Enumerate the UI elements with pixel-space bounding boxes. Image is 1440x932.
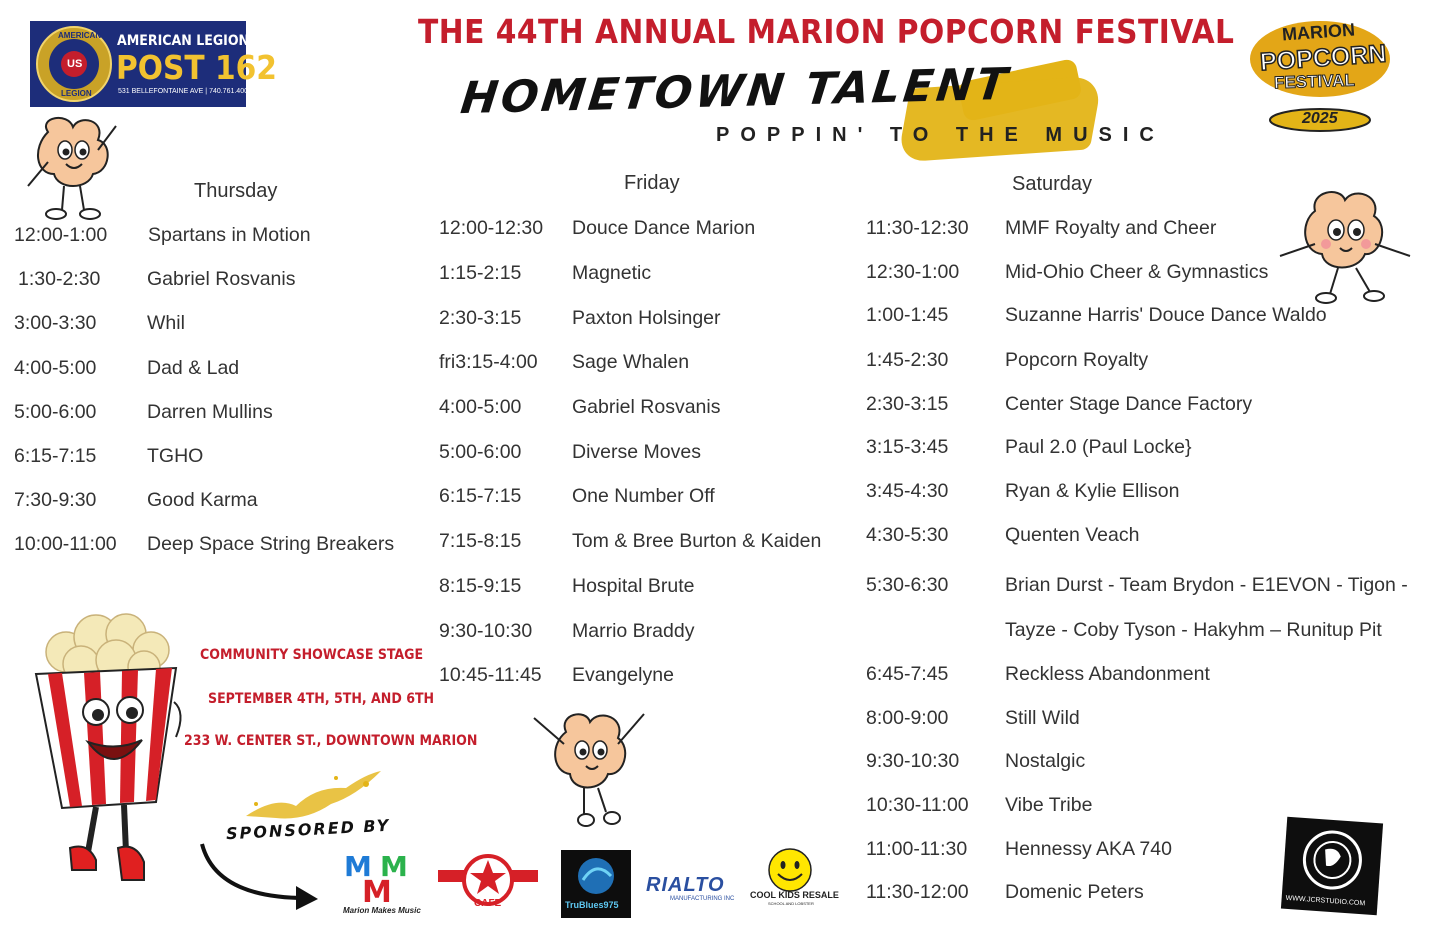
community-address: 233 W. CENTER ST., DOWNTOWN MARION <box>184 733 478 749</box>
performer: Douce Dance Marion <box>572 217 756 239</box>
performer: Domenic Peters <box>1005 881 1144 903</box>
performer: Tom & Bree Burton & Kaiden <box>572 530 822 552</box>
festival-title: THE 44TH ANNUAL MARION POPCORN FESTIVAL <box>418 12 1235 51</box>
time-slot: fri3:15-4:00 <box>439 351 538 373</box>
time-slot: 1:30-2:30 <box>18 268 101 290</box>
time-slot: 12:00-12:30 <box>439 217 544 239</box>
performer: Nostalgic <box>1005 750 1086 772</box>
performer: MMF Royalty and Cheer <box>1005 217 1217 239</box>
performer: Ryan & Kylie Ellison <box>1005 480 1180 502</box>
cool-kids-sub: SCHOOL AND LOBSTER <box>768 901 814 906</box>
time-slot: 6:15-7:15 <box>439 485 522 507</box>
day-heading-thursday: Thursday <box>194 180 278 202</box>
performer: Spartans in Motion <box>148 224 311 246</box>
sponsor-cafe <box>436 848 540 914</box>
performer: Gabriel Rosvanis <box>147 268 296 290</box>
performer: Hennessy AKA 740 <box>1005 838 1172 860</box>
time-slot: 10:00-11:00 <box>14 533 117 555</box>
sponsor-cool-kids <box>750 848 839 908</box>
legion-emblem-top-text: AMERICAN <box>58 31 102 40</box>
jcr-studio-logo <box>1281 817 1383 915</box>
jcr-url: WWW.JCRSTUDIO.COM <box>1285 894 1366 908</box>
time-slot: 12:30-1:00 <box>866 261 960 283</box>
mmm-caption: Marion Makes Music <box>343 906 421 915</box>
time-slot: 3:00-3:30 <box>14 312 97 334</box>
time-slot: 4:30-5:30 <box>866 524 949 546</box>
popcorn-mascot-jumping <box>526 702 652 830</box>
time-slot: 9:30-10:30 <box>866 750 960 772</box>
performer: Good Karma <box>147 489 258 511</box>
mmm-logo-icon <box>340 846 420 904</box>
time-slot: 12:00-1:00 <box>14 224 108 246</box>
performer: Quenten Veach <box>1005 524 1140 546</box>
performer: Diverse Moves <box>572 441 701 463</box>
svg-text:M: M <box>344 850 372 883</box>
day-heading-saturday: Saturday <box>1012 173 1093 195</box>
performer: Still Wild <box>1005 707 1080 729</box>
festival-logo-line3: FESTIVAL <box>1273 70 1356 93</box>
american-legion-logo <box>30 21 277 107</box>
day-heading-friday: Friday <box>624 172 680 194</box>
performer: Paul 2.0 (Paul Locke} <box>1005 436 1192 458</box>
time-slot: 2:30-3:15 <box>866 393 949 415</box>
svg-text:M: M <box>380 850 408 883</box>
legion-emblem-center: US <box>67 58 83 70</box>
time-slot: 6:45-7:45 <box>866 663 949 685</box>
tagline: POPPIN' TO THE MUSIC <box>716 124 1165 146</box>
performer: Center Stage Dance Factory <box>1005 393 1253 415</box>
performer: Mid-Ohio Cheer & Gymnastics <box>1005 261 1269 283</box>
popcorn-mascot-pointing <box>18 112 128 224</box>
performer: Paxton Holsinger <box>572 307 721 329</box>
performer: Magnetic <box>572 262 652 284</box>
performer: Hospital Brute <box>572 575 695 597</box>
performer: Dad & Lad <box>147 357 240 379</box>
performer: Evangelyne <box>572 664 674 686</box>
time-slot: 4:00-5:00 <box>439 396 522 418</box>
performer: Gabriel Rosvanis <box>572 396 721 418</box>
performer: Deep Space String Breakers <box>147 533 395 555</box>
jcr-emblem-icon <box>1282 817 1383 904</box>
time-slot: 7:15-8:15 <box>439 530 522 552</box>
performer: Brian Durst - Team Brydon - E1EVON - Tigon - <box>1005 574 1408 596</box>
time-slot: 11:30-12:30 <box>866 217 969 239</box>
blues-logo-icon <box>561 850 631 902</box>
blues-label: TruBlues975 <box>565 900 619 910</box>
time-slot: 5:00-6:00 <box>14 401 97 423</box>
svg-text:M: M <box>362 875 392 904</box>
performer: Sage Whalen <box>572 351 690 373</box>
community-stage-title: COMMUNITY SHOWCASE STAGE <box>200 647 424 663</box>
sponsor-marion-makes-music <box>340 846 420 918</box>
time-slot: 10:30-11:00 <box>866 794 969 816</box>
performer: TGHO <box>147 445 204 467</box>
time-slot: 9:30-10:30 <box>439 620 533 642</box>
time-slot: 11:30-12:00 <box>866 881 969 903</box>
legion-name: AMERICAN LEGION <box>117 33 250 49</box>
popcorn-bucket-mascot <box>26 612 192 898</box>
popcorn-mascot-waving <box>1270 186 1420 310</box>
legion-address: 531 BELLEFONTAINE AVE <box>118 88 204 95</box>
cafe-label: CAFE <box>474 898 502 909</box>
time-slot: 5:30-6:30 <box>866 574 949 596</box>
time-slot: 1:45-2:30 <box>866 349 949 371</box>
performer: Marrio Braddy <box>572 620 695 642</box>
time-slot: 8:15-9:15 <box>439 575 522 597</box>
festival-logo-line2: POPCORN <box>1259 39 1388 77</box>
cool-kids-label: COOL KIDS RESALE <box>750 890 839 900</box>
performer: Popcorn Royalty <box>1005 349 1149 371</box>
time-slot: 10:45-11:45 <box>439 664 542 686</box>
performer: Tayze - Coby Tyson - Hakyhm – Runitup Pit <box>1005 619 1382 641</box>
performer: Vibe Tribe <box>1005 794 1093 816</box>
hometown-talent-heading: HOMETOWN TALENT <box>458 58 1013 125</box>
festival-logo-line1: MARION <box>1281 19 1356 45</box>
performer: Reckless Abandonment <box>1005 663 1210 685</box>
time-slot: 1:00-1:45 <box>866 304 949 326</box>
time-slot: 6:15-7:15 <box>14 445 97 467</box>
time-slot: 3:45-4:30 <box>866 480 949 502</box>
legion-contact: 531 BELLEFONTAINE AVE | 740.761.4005 <box>118 88 252 95</box>
community-dates: SEPTEMBER 4TH, 5TH, AND 6TH <box>208 691 435 707</box>
sponsor-trublues <box>561 850 631 918</box>
time-slot: 3:15-3:45 <box>866 436 949 458</box>
time-slot: 7:30-9:30 <box>14 489 97 511</box>
rialto-label: RIALTO <box>646 874 725 896</box>
time-slot: 8:00-9:00 <box>866 707 949 729</box>
sponsor-rialto <box>646 872 748 908</box>
legion-post: POST 162 <box>116 48 277 87</box>
performer: Whil <box>147 312 185 334</box>
performer: Suzanne Harris' Douce Dance Waldo <box>1005 304 1327 326</box>
performer: One Number Off <box>572 485 715 507</box>
popcorn-festival-logo <box>1240 14 1400 134</box>
performer: Darren Mullins <box>147 401 273 423</box>
time-slot: 11:00-11:30 <box>866 838 968 860</box>
time-slot: 5:00-6:00 <box>439 441 522 463</box>
time-slot: 4:00-5:00 <box>14 357 97 379</box>
legion-phone: 740.761.4005 <box>209 88 252 95</box>
legion-emblem-bottom-text: LEGION <box>61 89 92 98</box>
time-slot: 1:15-2:15 <box>439 262 522 284</box>
smiley-icon <box>750 848 834 892</box>
festival-logo-year: 2025 <box>1302 110 1338 127</box>
time-slot: 2:30-3:15 <box>439 307 522 329</box>
sponsored-by-label: SPONSORED BY <box>225 815 391 844</box>
rialto-sub: MANUFACTURING INC <box>670 896 735 902</box>
arrow-icon <box>196 838 326 914</box>
